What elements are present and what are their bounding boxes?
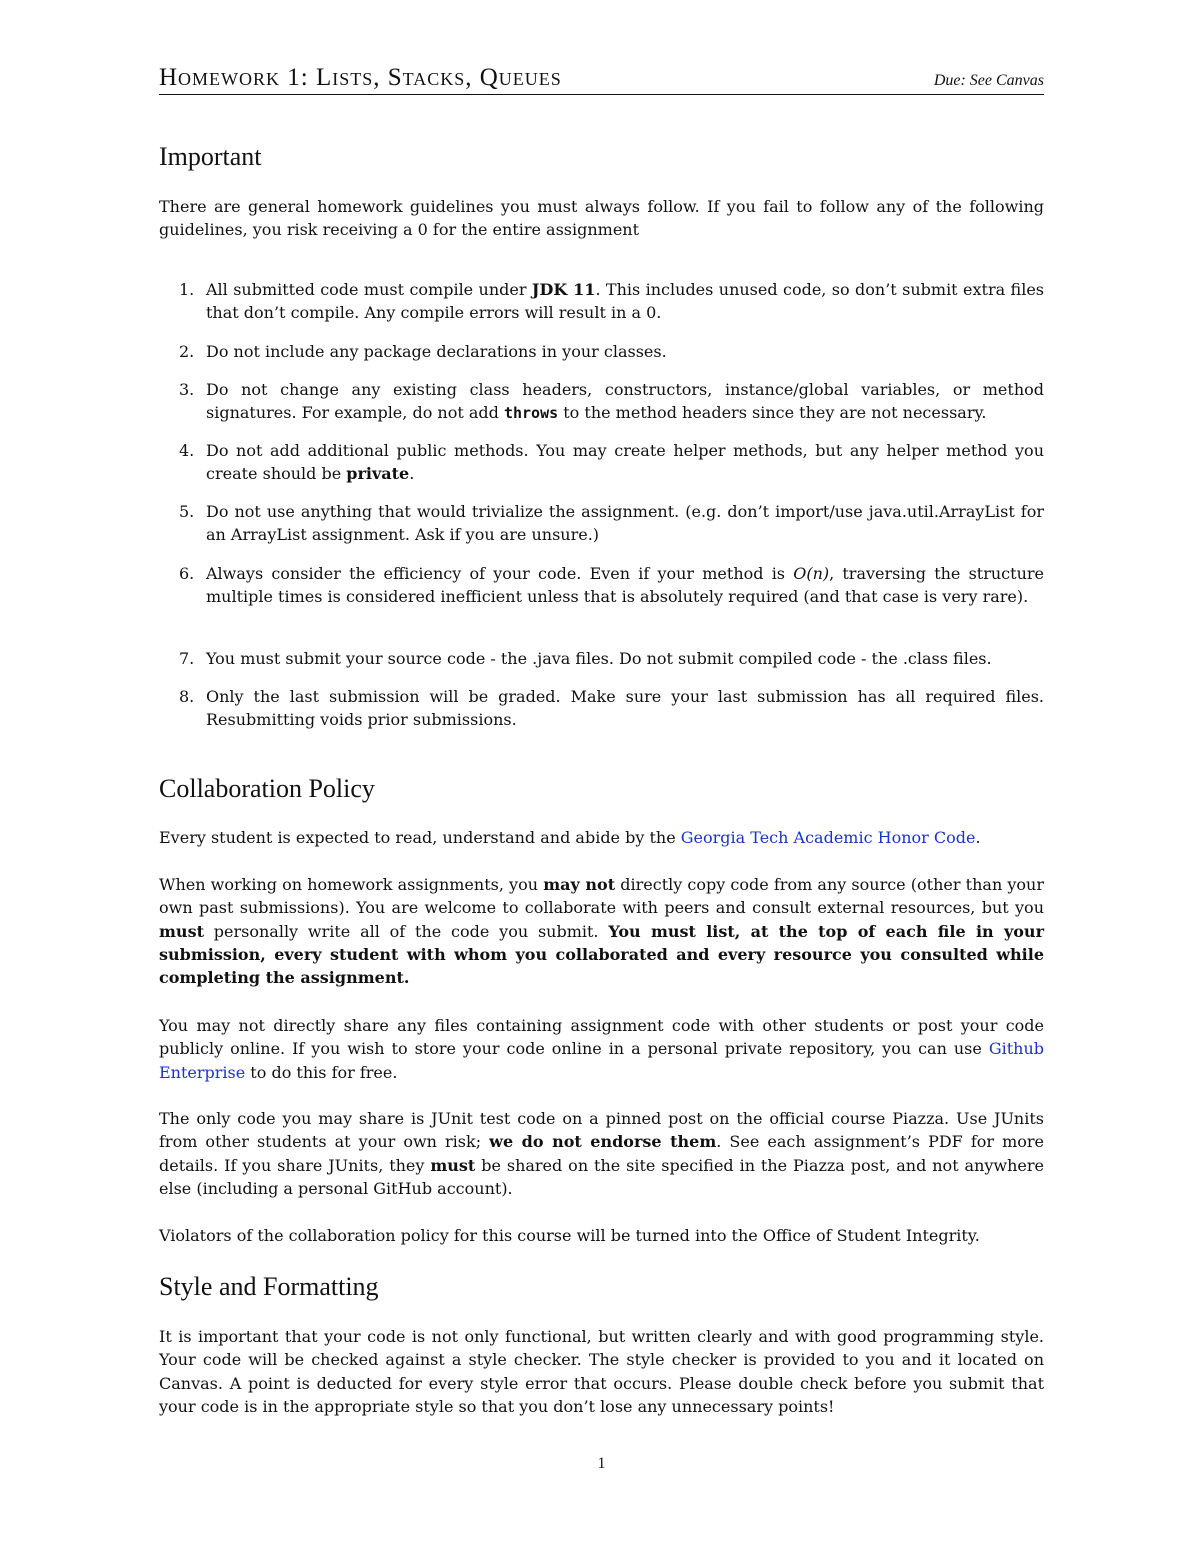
page-header: [159, 64, 1044, 95]
style-heading: Style and Formatting: [159, 1272, 379, 1301]
important-heading: Important: [159, 142, 262, 171]
list-item: 8. Only the last submission will be graded. Make sure your last submission has all required files. Resubmitting voids prior submissions.: [179, 687, 1044, 730]
page-number: 1: [597, 1455, 606, 1472]
due-date: Due: See Canvas: [933, 72, 1044, 89]
style-paragraph: It is important that your code is not only functional, but written clearly and with good programming style. Your code will be checked against a style checker. The style checker is provided to you and it located on Canvas. A point is deducted for every style error that occurs. Please double check before you submit that your code is in the appropriate style so that you don’t lose any unnecessary points!: [159, 1327, 1044, 1416]
list-item: 5. Do not use anything that would trivialize the assignment. (e.g. don’t import/use java.util.ArrayList for an ArrayList assignment. Ask if you are unsure.): [179, 502, 1044, 545]
collaboration-paragraph-1: Every student is expected to read, understand and abide by the Georgia Tech Academic Honor Code.: [159, 828, 981, 847]
list-item: 4. Do not add additional public methods. You may create helper methods, but any helper method you create should be private.: [179, 441, 1044, 484]
collaboration-paragraph-5: Violators of the collaboration policy for this course will be turned into the Office of Student Integrity.: [159, 1226, 980, 1245]
collaboration-paragraph-2: When working on homework assignments, you may not directly copy code from any source (other than your own past submissions). You are welcome to collaborate with peers and consult external resources, but you must personally write all of the code you submit. You must list, at the top of each file in your submission, every student with whom you collaborated and every resource you consulted while completing the assignment.: [159, 875, 1045, 988]
list-item: 6. Always consider the efficiency of your code. Even if your method is O(n), traversing the structure multiple times is considered inefficient unless that is absolutely required (and that case is very rare).: [179, 564, 1044, 607]
collaboration-paragraph-3: You may not directly share any files containing assignment code with other students or post your code publicly online. If you wish to store your code online in a personal private repository, you can use Github Enterprise to do this for free.: [159, 1016, 1044, 1082]
list-item: 2. Do not include any package declarations in your classes.: [179, 342, 667, 361]
github-enterprise-link[interactable]: Github Enterprise: [159, 1039, 1044, 1082]
document-title: Homework 1: Lists, Stacks, Queues: [159, 64, 562, 91]
collaboration-paragraph-4: The only code you may share is JUnit test code on a pinned post on the official course Piazza. Use JUnits from other students at your own risk; we do not endorse them. See each assignment’s PDF for more details. If you share JUnits, they must be shared on the site specified in the Piazza post, and not anywhere else (including a personal GitHub account).: [159, 1109, 1045, 1198]
list-item: 3. Do not change any existing class headers, constructors, instance/global variables, or method signatures. For example, do not add throws to the method headers since they are not necessary.: [179, 380, 1044, 423]
list-item: 7. You must submit your source code - the .java files. Do not submit compiled code - the .class files.: [179, 649, 992, 668]
important-intro: There are general homework guidelines you must always follow. If you fail to follow any of the following guidelines, you risk receiving a 0 for the entire assignment: [159, 197, 1044, 240]
list-item: 1. All submitted code must compile under JDK 11. This includes unused code, so don’t submit extra files that don’t compile. Any compile errors will result in a 0.: [179, 280, 1044, 323]
collaboration-heading: Collaboration Policy: [159, 774, 375, 803]
honor-code-link[interactable]: Georgia Tech Academic Honor Code: [680, 828, 976, 847]
